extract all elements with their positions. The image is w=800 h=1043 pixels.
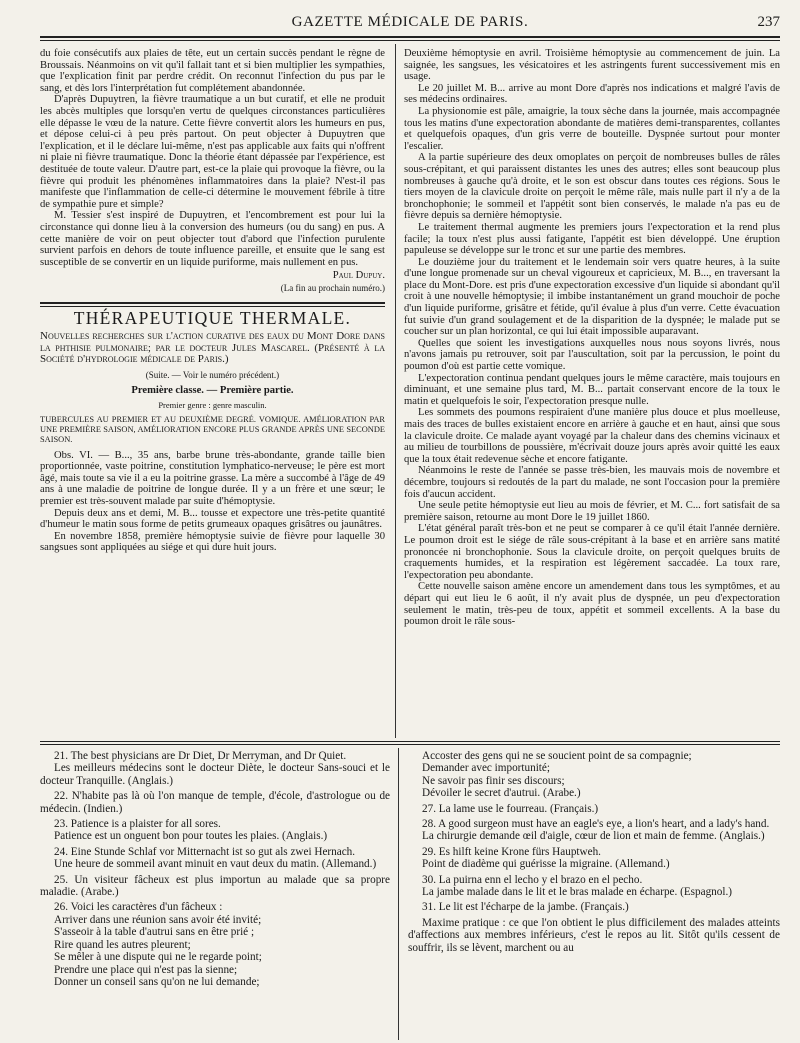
proverb-item: 28. A good surgeon must have an eagle's eye, a lion's heart, and a lady's hand. [422, 818, 770, 831]
proverb-item: 25. Un visiteur fâcheux est plus importun au malade que sa propre maladie. (Arabe.) [40, 873, 390, 899]
author-signature: Paul Dupuy. [332, 270, 385, 282]
page-number: 237 [757, 14, 780, 30]
section-separator [40, 302, 385, 304]
paragraph: Quelles que soient les investigations auxquelles nous nous soyons livrés, nous n'avons jamais pu retrouver, soit par l'auscultation, soit par la percussion, le point du poumon d'où est partie cette vomique. [404, 337, 780, 373]
paragraph: Une seule petite hémoptysie eut lieu au mois de février, et M. C... fort satisfait de sa première saison, retourne au mont Dore le 19 juillet 1860. [404, 500, 780, 523]
proverb-item: La chirurgie demande œil d'aigle, cœur de lion et main de femme. (Anglais.) [422, 830, 765, 843]
feuilleton-rule-thin [40, 744, 780, 745]
paragraph: D'après Dupuytren, la fièvre traumatique a un but curatif, et elle ne produit les abcès multiples que lorsqu'en vertu de quelques circonstances particulières elle dépasse le vœu de la nature. Cette fièvre convertit alors les humeurs en pus, et dépose celui-ci à peu près partout. On peut objecter à Dupuytren que l'explication, et il le déclare lui-même, n'est pas applicable aux faits qui n'offrent ni plaie ni fièvre traumatique. Donc la théorie étant dépassée par l'expérience, est destituée de toute valeur. D'autre part, est-ce la plaie qui provoque la fièvre, ou la fièvre qui produit les phénomènes inflammatoires dans la plaie? N'est-il pas manifeste que l'inflammation de celle-ci détermine le mouvement fébrile à titre de sympathie pure et simple? [40, 94, 385, 210]
paragraph: L'état général paraît très-bon et ne peut se comparer à ce qu'il était l'année dernière. Le poumon droit est le siége de râle sous-crépitant à la base et en arrière sans matité prononcée ni bronchophonie. Sous la clavicule droite, on perçoit quelques bruits de craquements humides, et la respiration est légèrement saccadée. La toux rare, l'expectoration peu abondante. [404, 523, 780, 581]
proverb-item: Une heure de sommeil avant minuit en vaut deux du matin. (Allemand.) [54, 858, 377, 871]
header-rule [40, 36, 780, 38]
proverb-item: 26. Voici les caractères d'un fâcheux : [54, 901, 223, 914]
proverb-item: 23. Patience is a plaister for all sores. [54, 818, 221, 831]
article-title: Nouvelles recherches sur l'action curative des eaux du Mont Dore dans la phthisie pulmonaire; par le docteur Jules Mascarel. (Présenté à la Société d'hydrologie médicale de Paris.) [40, 330, 385, 366]
paragraph: M. Tessier s'est inspiré de Dupuytren, et l'encombrement est pour lui la circonstance qui donne lieu à la conversion des humeurs (ou du sang) en pus. A cette manière de voir on peut objecter tout d'abord que l'infection purulente survient parfois en dehors de toute influence pareille, et ensuite que le sang est susceptible de se convertir en un liquide puriforme, mais nullement en pus. [40, 210, 385, 268]
header-rule-thin [40, 40, 780, 41]
proverb-item: 24. Eine Stunde Schlaf vor Mitternacht ist so gut als zwei Hernach. [54, 845, 356, 858]
left-column [40, 48, 385, 738]
proverb-verses-continued [408, 750, 780, 800]
column-divider [395, 44, 396, 738]
verse-line: Arriver dans une réunion sans avoir été invité; [54, 913, 262, 926]
paragraph: Les sommets des poumons respiraient d'une manière plus douce et plus moelleuse, mais des traces de bulles existaient encore en arrière à gauche et en haut, ainsi que sous la clavicule droite. Ce malade ayant voyagé par la chaleur dans des chemins vicinaux et au milieu de tourbillons de poussière, m'écrivait douze jours après avoir quitté les eaux que la toux était redevenue sèche et encore fatigante. [404, 407, 780, 465]
section-title: THÉRAPEUTIQUE THERMALE. [73, 308, 352, 329]
verse-line: Accoster des gens qui ne se soucient point de sa compagnie; [422, 750, 692, 762]
verse-line: S'asseoir à la table d'autrui sans en être prié ; [54, 926, 255, 939]
paragraph: Le 20 juillet M. B... arrive au mont Dore d'après nos indications et malgré l'avis de ses médecins ordinaires. [404, 82, 780, 106]
verse-line: Donner un conseil sans qu'on ne lui demande; [54, 975, 260, 988]
proverb-item: 22. N'habite pas là où l'on manque de temple, d'école, d'astrologue ou de médecin. (Indien.) [40, 790, 390, 815]
paragraph: L'expectoration continua pendant quelques jours le même caractère, mais toujours en diminuant, et une semaine plus tard, M. B... partait conservant encore de la toux le matin et quelquefois le soir, l'expectoration presque nulle. [404, 372, 780, 407]
verse-line: Ne savoir pas finir ses discours; [422, 774, 565, 787]
section-separator-thin [40, 306, 385, 307]
proverb-item: Point de diadème qui guérisse la migraine. (Allemand.) [422, 858, 670, 871]
verse-line: Demander avec importunité; [422, 762, 550, 775]
proverb-item: 27. La lame use le fourreau. (Français.) [422, 802, 599, 815]
verse-line: Dévoiler le secret d'autrui. (Arabe.) [422, 787, 581, 800]
classe-heading: Première classe. — Première partie. [131, 385, 294, 397]
proverb-item: La jambe malade dans le lit et le bras malade en écharpe. (Espagnol.) [422, 886, 733, 899]
column-divider-lower [398, 748, 399, 1040]
journal-title: GAZETTE MÉDICALE DE PARIS. [291, 14, 529, 30]
feuilleton-rule [40, 741, 780, 742]
proverbs-left [40, 750, 390, 1040]
paragraph: Néanmoins le reste de l'année se passe très-bien, les mauvais mois de novembre et décembre, toujours si redoutés de la part du malade, ne sont l'occasion pour la première fois d'aucun accident. [404, 465, 780, 500]
paragraph: La physionomie est pâle, amaigrie, la toux sèche dans la journée, mais accompagnée tous les matins d'une expectoration abondante de matières demi-transparentes, collantes et quelquefois opaques, d'un gris verre de bouteille. Dyspnée surtout pour monter l'escalier. [404, 105, 780, 152]
proverbs-right [408, 750, 780, 1040]
proverb-item: Les meilleurs médecins sont le docteur Diète, le docteur Sans-souci et le docteur Tranquille. (Anglais.) [40, 762, 390, 787]
proverb-item: 31. Le lit est l'écharpe de la jambe. (Français.) [422, 901, 629, 914]
proverb-item: 29. Es hilft keine Krone fürs Hauptweh. [422, 845, 601, 858]
verse-line: Prendre une place qui n'est pas la sienne; [54, 963, 238, 976]
verse-line: Se mêler à une dispute qui ne le regarde point; [54, 951, 262, 964]
genre-heading: Premier genre : genre masculin. [158, 400, 267, 411]
paragraph: Le traitement thermal augmente les premiers jours l'expectoration et la rend plus facile; la toux n'est plus aussi fatigante, l'appétit est bien développé. Une éruption papuleuse se développe sur le tronc et sur une partie des membres. [404, 221, 780, 257]
paragraph: Deuxième hémoptysie en avril. Troisième hémoptysie au commencement de juin. La saignée, les sangsues, les vésicatoires et les astringents furent successivement mis en usage. [404, 48, 780, 83]
case-paragraph: En novembre 1858, première hémoptysie suivie de fièvre pour laquelle 30 sangsues sont appliquées au siége et qui dure huit jours. [40, 530, 385, 554]
verse-line: Rire quand les autres pleurent; [54, 938, 191, 951]
case-paragraph: Obs. VI. — B..., 35 ans, barbe brune très-abondante, grande taille bien proportionnée, vaste poitrine, constitution lymphatico-nerveuse; le père est mort âgé, mais toute sa vie il a eu la poitrine grasse. La mère a succombé à l'âge de 49 ans à une maladie de poitrine de longue durée. Il y a un frère et une sœur; le premier est très-souvent malade par suite d'hémoptysie. [40, 449, 385, 507]
paragraph: Le douzième jour du traitement et le lendemain soir vers quatre heures, à la suite d'une longue promenade sur un cheval vigoureux et capricieux, M. B..., en traversant la place du Mont-Dore. est pris d'une expectoration excessive d'un liquide si abondant qu'il croit à une nouvelle hémoptysie; il imbibe instantanément un grand mouchoir de poche d'un liquide puriforme, grisâtre et fétide, qu'il évalue à plus d'un verre. Cette évacuation fut suivie d'un grand soulagement et de la disparition de la dyspnée; le malade put se coucher sur un plan horizontal, ce qui lui était impossible auparavant. [404, 256, 780, 338]
proverb-item: Patience est un onguent bon pour toutes les plaies. (Anglais.) [54, 830, 328, 843]
right-column [404, 48, 780, 738]
case-paragraph: Depuis deux ans et demi, M. B... tousse et expectore une très-petite quantité d'humeur le matin sous forme de petits grumeaux opaques grisâtres ou jaunâtres. [40, 507, 385, 531]
paragraph: Cette nouvelle saison amène encore un amendement dans tous les symptômes, et au départ qui eut lieu le 6 août, il n'y avait plus de dyspnée, un peu d'expectoration seulement le matin, très-peu de toux, appétit et sommeil excellents. A la base du poumon droit le râle sous- [404, 581, 780, 628]
paragraph: A la partie supérieure des deux omoplates on perçoit de nombreuses bulles de râles sous-crépitant, et qui paraissent distantes les unes des autres; elles sont beaucoup plus nombreuses à gauche qu'à droite, et le son est obscur dans toutes ces régions. Sous le tiers moyen de la clavicule droite on perçoit le même râle, mais nulle part il n'y a de la bronchophonie; le sommeil et l'appétit sont bien conservés, le malade n'a pas eu de fièvre depuis sa dernière hémoptysie. [404, 152, 780, 222]
proverb-item: 30. La puirna enn el lecho y el brazo en el pecho. [422, 873, 643, 886]
suite-note: (Suite. — Voir le numéro précédent.) [145, 369, 280, 380]
proverb-item: Maxime pratique : ce que l'on obtient le plus difficilement des malades atteints d'affections aux membres inférieurs, c'est le repos au lit. Sitôt qu'ils cessent de souffrir, ils se lèvent, marchent ou au [408, 916, 780, 954]
paragraph: du foie consécutifs aux plaies de tête, eut un certain succès pendant le règne de Broussais. Néanmoins on vit qu'il fallait tant et si bien multiplier les sympathies, que l'explication finit par perdre crédit. On reconnut l'infection du pus par le sang, et dès lors l'interprétation fut complétement abandonnée. [40, 48, 385, 94]
case-heading: TUBERCULES AU PREMIER ET AU DEUXIÈME DEGRÉ. VOMIQUE. AMÉLIORATION PAR UNE PREMIÈRE SAISON, AMÉLIORATION ENCORE PLUS GRANDE APRÈS UNE SECONDE SAISON. [40, 414, 385, 444]
to-be-continued-note: (La fin au prochain numéro.) [280, 282, 385, 293]
page-header [40, 14, 780, 36]
proverb-item: 21. The best physicians are Dr Diet, Dr Merryman, and Dr Quiet. [54, 750, 347, 762]
proverb-verses [40, 914, 390, 988]
